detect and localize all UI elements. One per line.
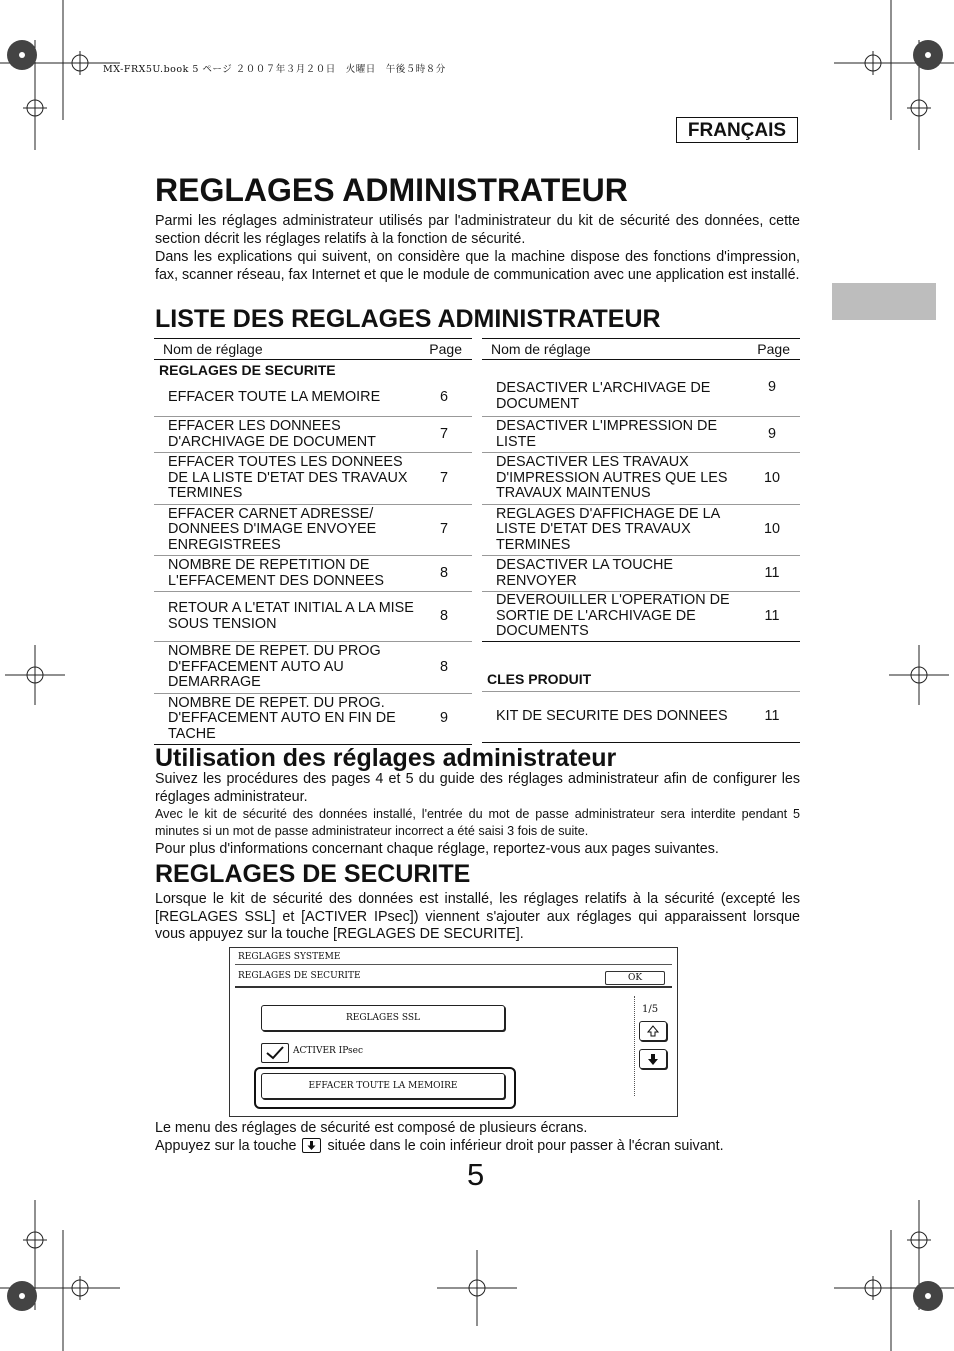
table-row: EFFACER TOUTE LA MEMOIRE 6	[154, 379, 472, 417]
table-row: NOMBRE DE REPET. DU PROG. D'EFFACEMENT AUTO EN FIN DE TACHE 9	[154, 694, 472, 745]
table-row: NOMBRE DE REPETITION DE L'EFFACEMENT DES DONNEES 8	[154, 556, 472, 592]
col-name-header: Nom de réglage	[154, 339, 416, 360]
ssl-settings-button[interactable]: REGLAGES SSL	[261, 1005, 505, 1031]
table-row: EFFACER TOUTES LES DONNEES DE LA LISTE D'ETAT DES TRAVAUX TERMINES 7	[154, 453, 472, 505]
side-tab	[832, 283, 936, 320]
up-arrow-icon[interactable]	[639, 1021, 667, 1041]
ok-button[interactable]: OK	[605, 971, 665, 985]
footer-line-1: Le menu des réglages de sécurité est composé de plusieurs écrans.	[155, 1120, 588, 1136]
group-label: CLES PRODUIT	[482, 642, 800, 692]
col-page-header: Page	[744, 339, 800, 360]
settings-table-right	[482, 338, 800, 743]
down-arrow-key-icon	[302, 1138, 321, 1153]
page-title: REGLAGES ADMINISTRATEUR	[155, 172, 628, 208]
settings-screen-illustration	[229, 947, 678, 1117]
table-row: DEVEROUILLER L'OPERATION DE SORTIE DE L'ARCHIVAGE DE DOCUMENTS 11	[482, 592, 800, 642]
col-page-header: Page	[416, 339, 472, 360]
security-paragraph: Lorsque le kit de sécurité des données est installé, les réglages relatifs à la sécurité (excepté les [REGLAGES SSL] et [ACTIVER IPsec]) viennent s'ajouter aux réglages qui apparaissent lorsque vous appuyez sur la touche [REGLAGES DE SECURITE].	[155, 891, 800, 943]
usage-paragraph-2: Avec le kit de sécurité des données installé, l'entrée du mot de passe administrateur sera interdite pendant 5 minutes si un mot de passe administrateur incorrect a été saisi 3 fois de suite.	[155, 807, 800, 838]
page-number: 5	[467, 1157, 485, 1192]
intro-paragraph-1: Parmi les réglages administrateur utilisés par l'administrateur du kit de sécurité des données, cette section décrit les réglages relatifs à la fonction de sécurité.	[155, 213, 800, 247]
table-row: RETOUR A L'ETAT INITIAL A LA MISE SOUS TENSION 8	[154, 592, 472, 642]
table-row: EFFACER LES DONNEES D'ARCHIVAGE DE DOCUMENT 7	[154, 417, 472, 453]
list-heading: LISTE DES REGLAGES ADMINISTRATEUR	[155, 305, 661, 333]
security-heading: REGLAGES DE SECURITE	[155, 860, 471, 888]
screen-title: REGLAGES SYSTEME	[238, 952, 341, 962]
table-row: NOMBRE DE REPET. DU PROG D'EFFACEMENT AUTO AU DEMARRAGE 8	[154, 642, 472, 694]
table-row: DESACTIVER LES TRAVAUX D'IMPRESSION AUTRES QUE LES TRAVAUX MAINTENUS 10	[482, 453, 800, 505]
footer-line-2: Appuyez sur la touche située dans le coin inférieur droit pour passer à l'écran suivant.	[155, 1138, 724, 1154]
settings-table-left	[154, 338, 472, 745]
ipsec-label: ACTIVER IPsec	[293, 1046, 364, 1056]
table-row: EFFACER CARNET ADRESSE/ DONNEES D'IMAGE ENVOYEE ENREGISTREES 7	[154, 505, 472, 556]
usage-heading: Utilisation des réglages administrateur	[155, 744, 617, 772]
table-row: DESACTIVER L'IMPRESSION DE LISTE 9	[482, 417, 800, 453]
table-row: REGLAGES D'AFFICHAGE DE LA LISTE D'ETAT DES TRAVAUX TERMINES 10	[482, 505, 800, 556]
table-row: DESACTIVER LA TOUCHE RENVOYER 11	[482, 556, 800, 592]
checkbox-checked-icon[interactable]	[261, 1043, 289, 1063]
down-arrow-icon[interactable]	[639, 1049, 667, 1069]
language-label: FRANÇAIS	[676, 117, 798, 143]
usage-paragraph-1: Suivez les procédures des pages 4 et 5 du guide des réglages administrateur afin de configurer les réglages administrateur.	[155, 771, 800, 805]
group-label: REGLAGES DE SECURITE	[159, 362, 336, 378]
screen-subtitle: REGLAGES DE SECURITE	[238, 971, 361, 981]
table-row: DESACTIVER L'ARCHIVAGE DE DOCUMENT 9	[482, 360, 800, 417]
page-indicator: 1/5	[642, 1004, 659, 1015]
table-row: KIT DE SECURITE DES DONNEES 11	[482, 692, 800, 743]
usage-paragraph-3: Pour plus d'informations concernant chaque réglage, reportez-vous aux pages suivantes.	[155, 841, 719, 857]
erase-all-memory-button[interactable]: EFFACER TOUTE LA MEMOIRE	[261, 1073, 505, 1099]
intro-paragraph-2: Dans les explications qui suivent, on considère que la machine dispose des fonctions d'impression, fax, scanner réseau, fax Internet et que le module de communication avec une application est installé.	[155, 249, 800, 283]
file-info-header: MX-FRX5U.book 5 ページ ２００７年３月２０日 火曜日 午後５時８分	[103, 64, 446, 75]
col-name-header: Nom de réglage	[482, 339, 744, 360]
